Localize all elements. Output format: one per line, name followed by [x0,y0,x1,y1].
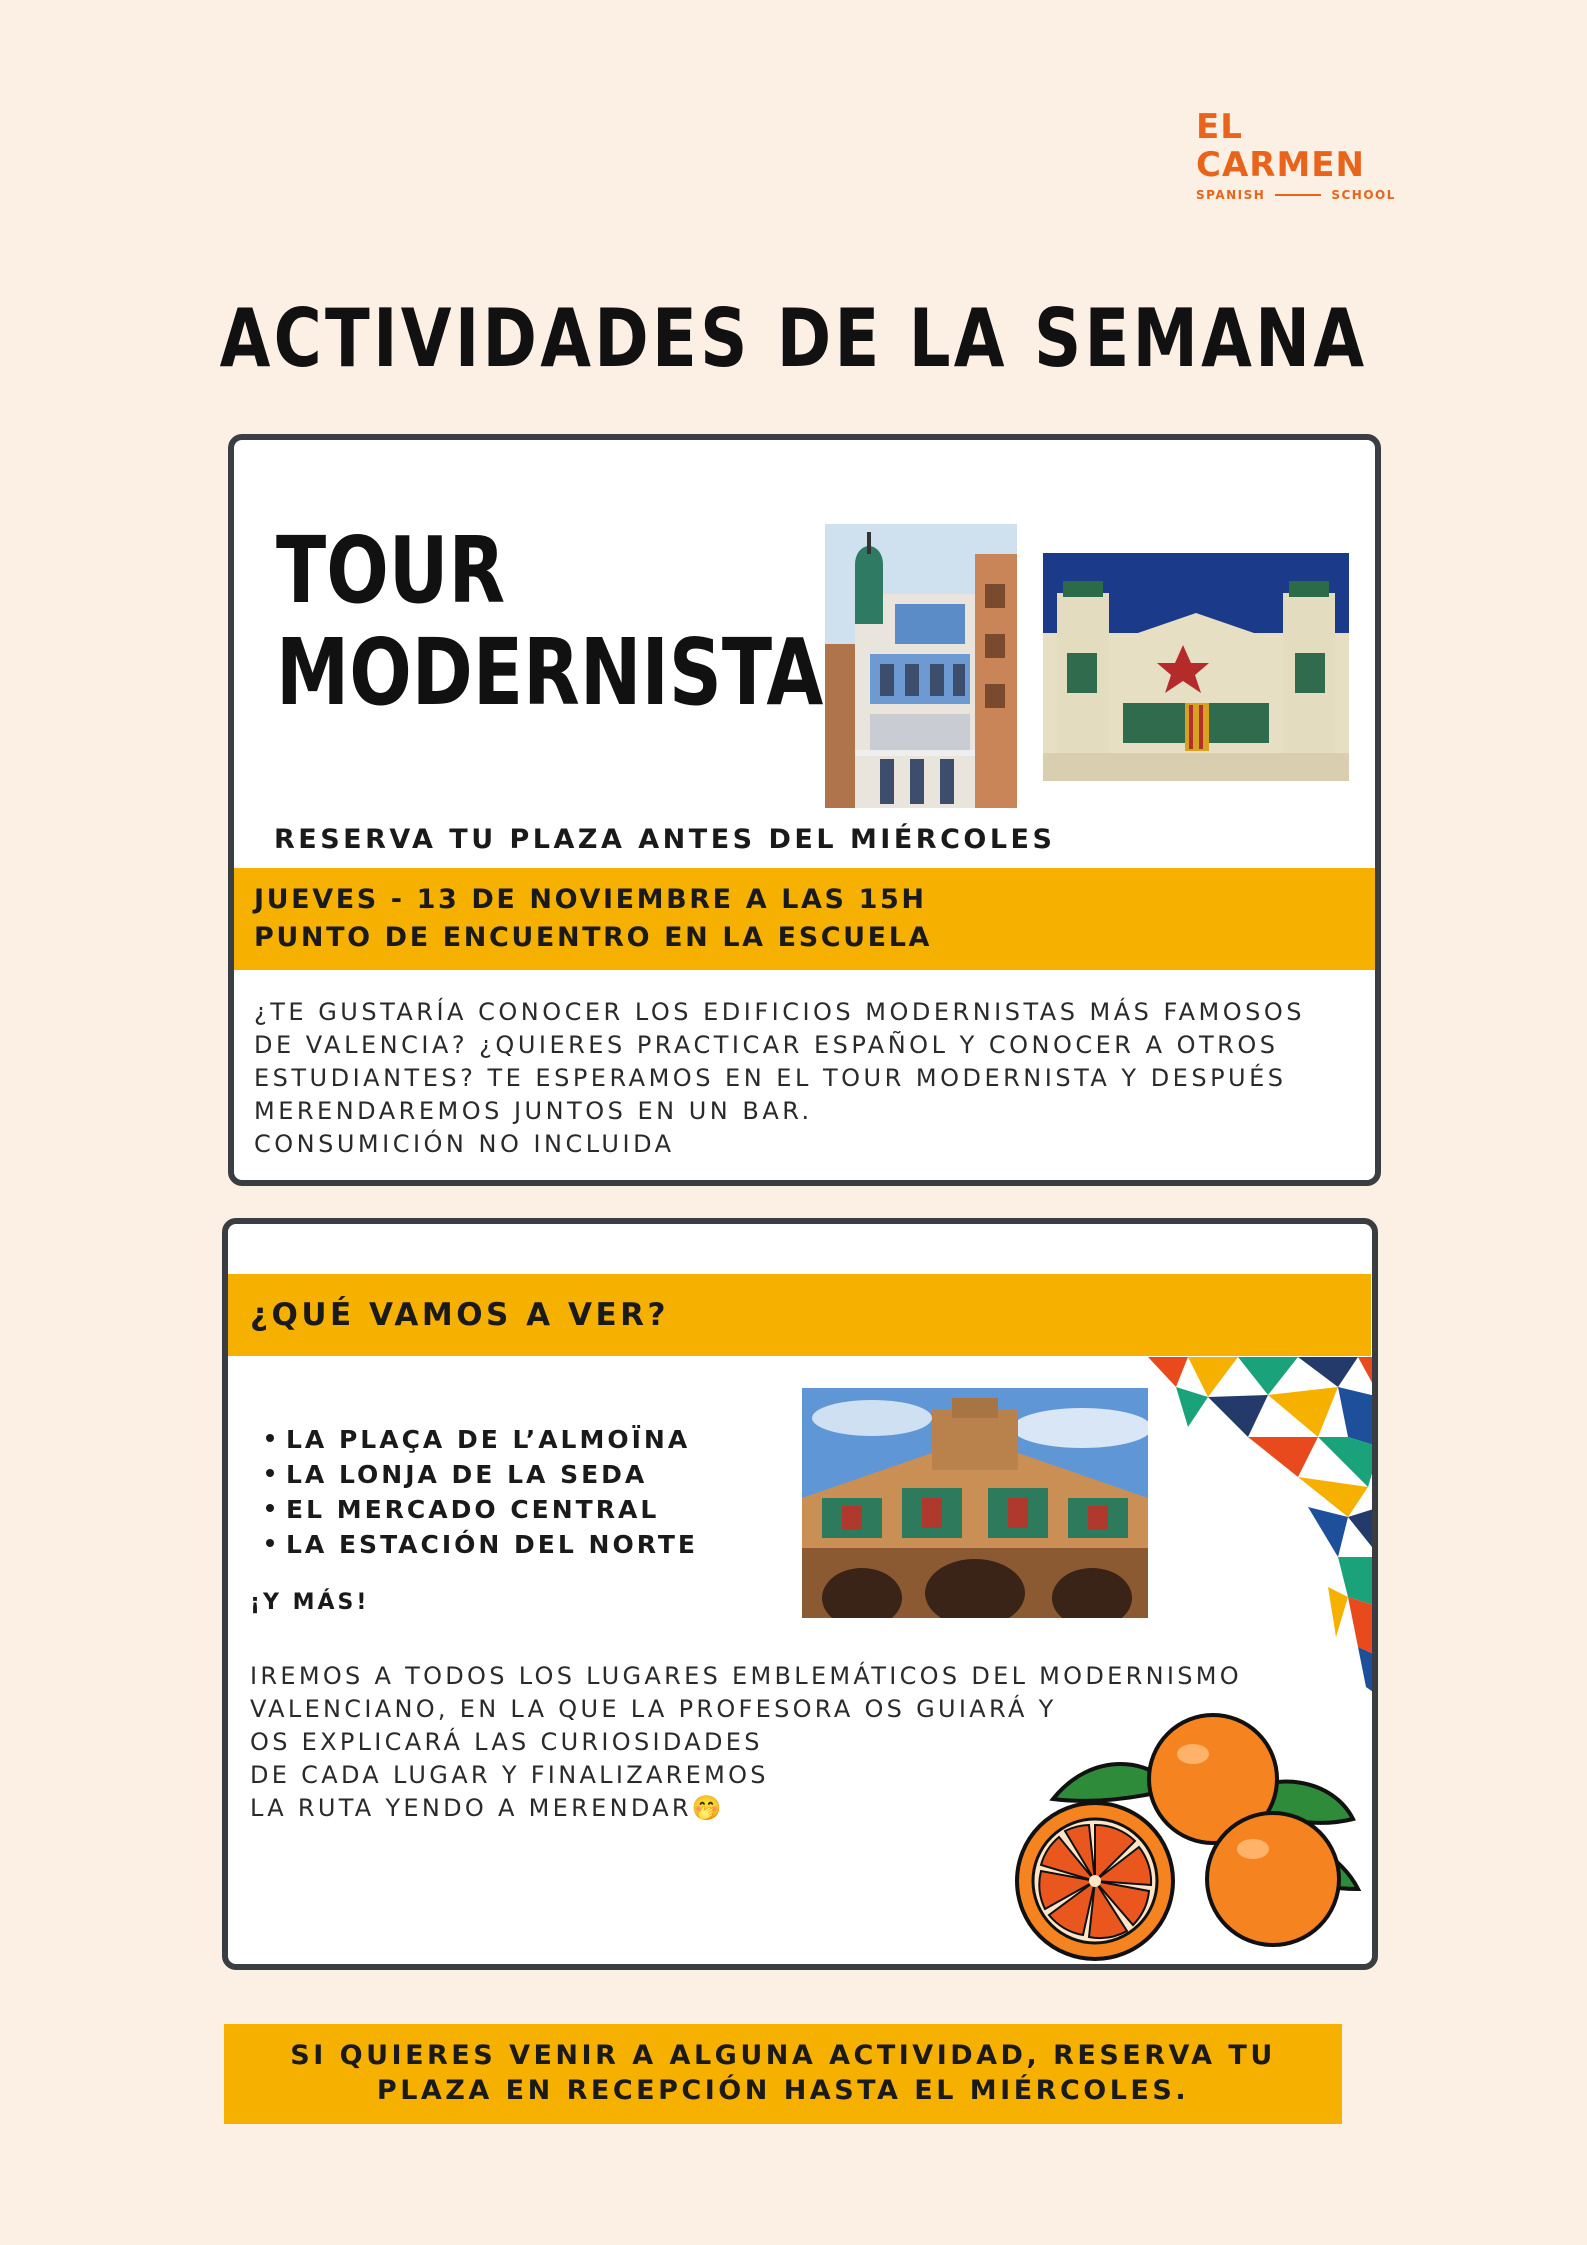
page-title: ACTIVIDADES DE LA SEMANA [219,292,1368,385]
tour-title-line1: TOUR [276,517,506,624]
logo-subline [1196,188,1396,202]
info-line: VALENCIANO, EN LA QUE LA PROFESORA OS GUIARÁ Y [250,1695,1057,1723]
place-name: LA ESTACIÓN DEL NORTE [286,1530,698,1559]
bullet-icon [266,1539,274,1547]
schedule-band [234,868,1377,970]
central-market-photo [802,1388,1148,1618]
and-more-label: ¡Y MÁS! [250,1590,370,1615]
tour-description [254,996,1364,1161]
school-logo [1196,108,1396,202]
list-item [266,1527,698,1562]
oranges-icon [1003,1679,1373,1969]
info-line: IREMOS A TODOS LOS LUGARES EMBLEMÁTICOS DEL MODERNISMO [250,1662,1242,1690]
bullet-icon [266,1504,274,1512]
reserve-notice: RESERVA TU PLAZA ANTES DEL MIÉRCOLES [274,824,1056,855]
logo-dash [1275,194,1321,196]
list-item [266,1422,698,1457]
logo-spanish: SPANISH [1196,188,1266,202]
mosaic-decoration-icon [1148,1357,1378,1697]
tour-title-line2: MODERNISTA [276,619,824,726]
north-station-photo [1043,553,1349,781]
info-line: LA RUTA YENDO A MERENDAR🤭 [250,1794,726,1822]
meeting-point: PUNTO DE ENCUENTRO EN LA ESCUELA [254,922,933,953]
logo-school: SCHOOL [1331,188,1396,202]
description-line: ESTUDIANTES? TE ESPERAMOS EN EL TOUR MODERNISTA Y DESPUÉS [254,1064,1287,1092]
tour-title [276,517,824,726]
place-name: LA PLAÇA DE L’ALMOÏNA [286,1425,691,1454]
list-item [266,1492,698,1527]
sights-title-band [228,1274,1371,1356]
places-list [266,1422,698,1562]
description-line: CONSUMICIÓN NO INCLUIDA [254,1130,675,1158]
tour-card [228,434,1381,1186]
logo-line2: CARMEN [1196,145,1365,185]
logo-line1: EL [1196,107,1243,147]
footer-line2: PLAZA EN RECEPCIÓN HASTA EL MIÉRCOLES. [376,2075,1190,2106]
footer-notice [224,2024,1342,2124]
description-line: DE VALENCIA? ¿QUIERES PRACTICAR ESPAÑOL Y CONOCER A OTROS [254,1031,1279,1059]
footer-line1: SI QUIERES VENIR A ALGUNA ACTIVIDAD, RESERVA TU [290,2040,1276,2071]
description-line: ¿TE GUSTARÍA CONOCER LOS EDIFICIOS MODERNISTAS MÁS FAMOSOS [254,998,1306,1026]
schedule-date: JUEVES - 13 DE NOVIEMBRE A LAS 15H [254,884,927,915]
sights-title: ¿QUÉ VAMOS A VER? [250,1297,669,1333]
place-name: LA LONJA DE LA SEDA [286,1460,648,1489]
sights-card [222,1218,1378,1970]
bullet-icon [266,1469,274,1477]
modernist-building-photo [825,524,1017,808]
place-name: EL MERCADO CENTRAL [286,1495,660,1524]
info-line: DE CADA LUGAR Y FINALIZAREMOS [250,1761,769,1789]
bullet-icon [266,1434,274,1442]
list-item [266,1457,698,1492]
description-line: MERENDAREMOS JUNTOS EN UN BAR. [254,1097,813,1125]
info-line: OS EXPLICARÁ LAS CURIOSIDADES [250,1728,763,1756]
